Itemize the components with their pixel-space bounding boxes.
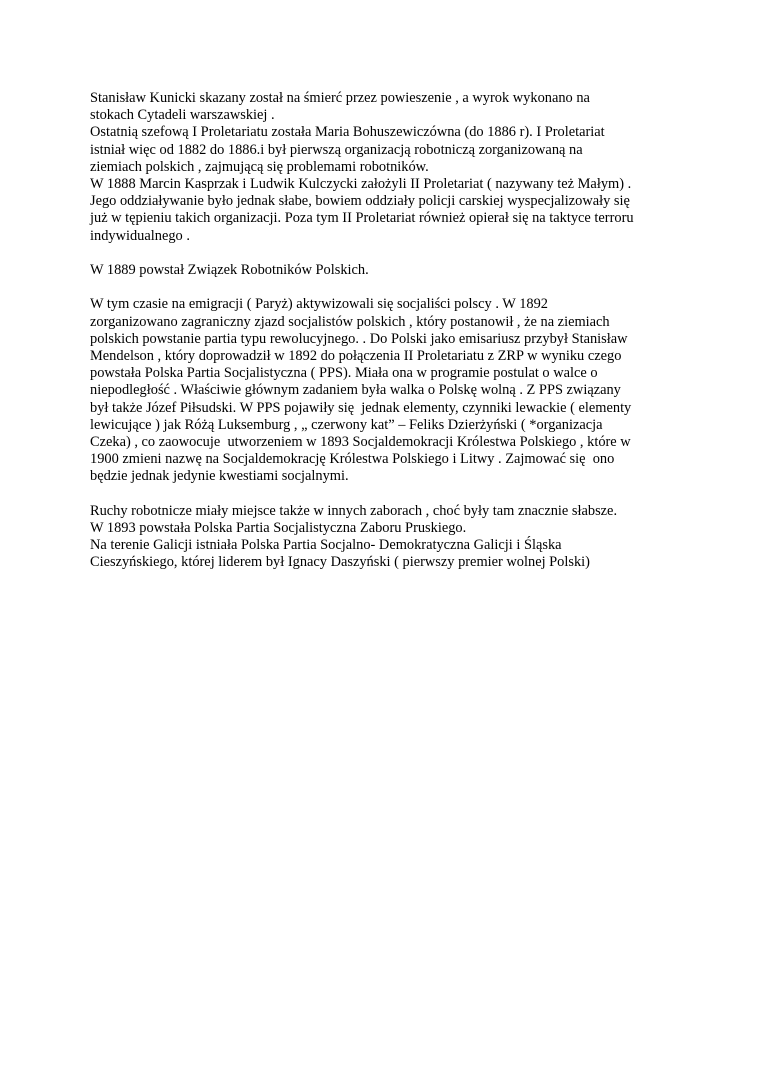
text-line: powstała Polska Partia Socjalistyczna ( PPS). Miała ona w programie postulat o walce o — [90, 365, 598, 382]
text-line: Czeka) , co zaowocuje utworzeniem w 1893 Socjaldemokracji Królestwa Polskiego , które w — [90, 434, 631, 451]
paragraph-pps — [90, 296, 680, 485]
text-line: Ruchy robotnicze miały miejsce także w innych zaborach , choć były tam znacznie słabsze. — [90, 502, 618, 519]
text-line: zorganizowano zagraniczny zjazd socjalistów polskich , który postanowił , że na ziemiach — [90, 313, 610, 330]
paragraph-ii-proletariat — [90, 176, 680, 245]
text-line: Na terenie Galicji istniała Polska Partia Socjalno- Demokratyczna Galicji i Śląska — [90, 537, 562, 554]
text-line: będzie jednak jedynie kwestiami socjalnymi. — [90, 468, 349, 485]
text-line: W 1893 powstała Polska Partia Socjalistyczna Zaboru Pruskiego. — [90, 520, 467, 537]
text-line: polskich powstanie partia typu rewolucyjnego. . Do Polski jako emisariusz przybył Stanisław — [90, 330, 628, 347]
paragraph-spacer — [90, 279, 680, 296]
text-line: Mendelson , który doprowadził w 1892 do połączenia II Proletariatu z ZRP w wyniku czego — [90, 348, 622, 365]
paragraph-prussian-pps — [90, 520, 680, 537]
paragraph-kunicki — [90, 90, 680, 124]
paragraph-spacer — [90, 486, 680, 503]
text-line: Cieszyńskiego, której liderem był Ignacy Daszyński ( pierwszy premier wolnej Polski) — [90, 554, 590, 571]
text-line: istniał więc od 1882 do 1886.i był pierwszą organizacją robotniczą zorganizowaną na — [90, 141, 583, 158]
text-line: W tym czasie na emigracji ( Paryż) aktywizowali się socjaliści polscy . W 1892 — [90, 296, 548, 313]
text-line: ziemiach polskich , zajmującą się problemami robotników. — [90, 158, 429, 175]
text-line: niepodległość . Właściwie głównym zadaniem była walka o Polskę wolną . Z PPS związany — [90, 382, 621, 399]
text-line: lewicujące ) jak Różą Luksemburg , „ czerwony kat” – Feliks Dzierżyński ( *organizacja — [90, 416, 603, 433]
text-line: już w tępieniu takich organizacji. Poza tym II Proletariat również opierał się na taktyce terroru — [90, 210, 634, 227]
text-line: indywidualnego . — [90, 227, 190, 244]
text-line: stokach Cytadeli warszawskiej . — [90, 107, 275, 124]
text-line: Ostatnią szefową I Proletariatu została Maria Bohuszewiczówna (do 1886 r). I Proletariat — [90, 124, 605, 141]
text-line: 1900 zmieni nazwę na Socjaldemokrację Królestwa Polskiego i Litwy . Zajmować się ono — [90, 451, 615, 468]
text-line: W 1889 powstał Związek Robotników Polskich. — [90, 262, 369, 279]
text-line: W 1888 Marcin Kasprzak i Ludwik Kulczycki założyli II Proletariat ( nazywany też Małym) . — [90, 176, 632, 193]
paragraph-zrp — [90, 262, 680, 279]
paragraph-other-partitions — [90, 503, 680, 520]
paragraph-i-proletariat — [90, 124, 680, 176]
paragraph-spacer — [90, 245, 680, 262]
text-line: Jego oddziaływanie było jednak słabe, bowiem oddziały policji carskiej wyspecjalizowały się — [90, 193, 630, 210]
paragraph-galicia — [90, 537, 680, 571]
document-page — [90, 90, 680, 572]
text-line: był także Józef Piłsudski. W PPS pojawiły się jednak elementy, czynniki lewackie ( elementy — [90, 399, 632, 416]
text-line: Stanisław Kunicki skazany został na śmierć przez powieszenie , a wyrok wykonano na — [90, 90, 590, 106]
